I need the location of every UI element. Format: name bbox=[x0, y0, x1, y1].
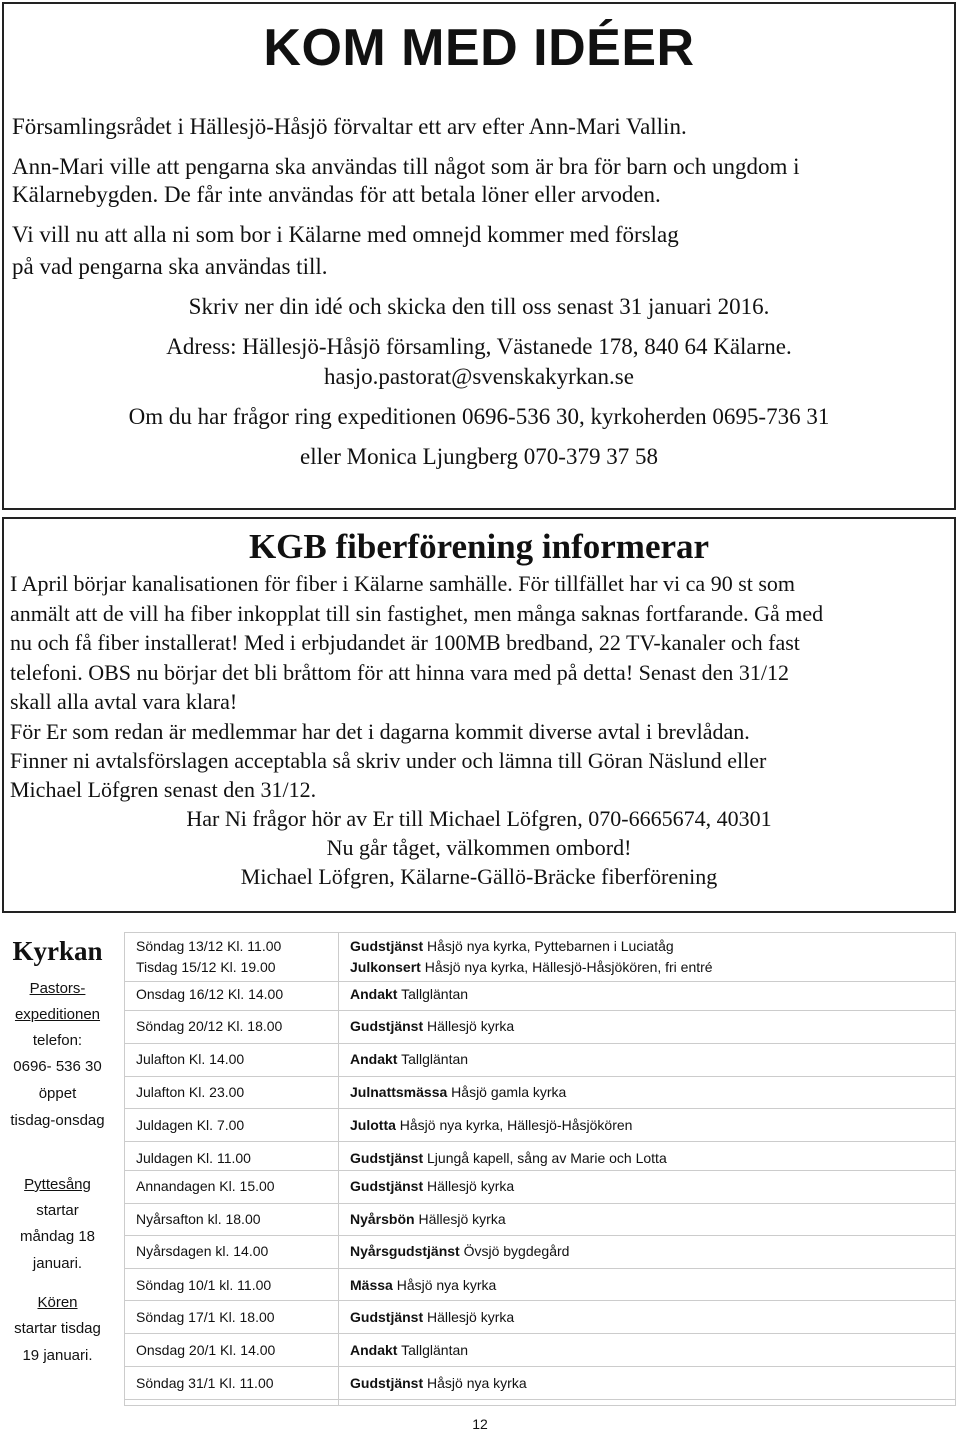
column-divider bbox=[338, 932, 339, 1405]
kyrkan-info: öppet bbox=[38, 1085, 77, 1102]
schedule-event-place: Håsjö nya kyrka, Hällesjö-Håsjökören bbox=[395, 1117, 633, 1133]
schedule-event-place: Hällesjö kyrka bbox=[423, 1309, 515, 1325]
schedule-event-type: Julkonsert bbox=[350, 959, 421, 975]
kyrkan-info: expeditionen bbox=[14, 1006, 101, 1023]
idea-title: KOM MED IDÉER bbox=[263, 19, 695, 77]
kyrkan-info: 0696- 536 30 bbox=[13, 1058, 102, 1075]
schedule-event-type: Julnattsmässa bbox=[350, 1084, 448, 1100]
schedule-event-place: Hällesjö kyrka bbox=[423, 1018, 515, 1034]
schedule-event-type: Nyårsgudstjänst bbox=[350, 1243, 460, 1259]
kyrkan-title: Kyrkan bbox=[12, 936, 103, 966]
schedule-event bbox=[350, 1375, 527, 1391]
kgb-line: nu och få fiber installerat! Med i erbjudandet är 100MB bredband, 22 TV-kanaler och fast bbox=[10, 630, 800, 655]
row-divider bbox=[124, 1203, 956, 1204]
schedule-event bbox=[350, 1084, 566, 1100]
schedule-event bbox=[350, 986, 468, 1002]
schedule-date: Söndag 10/1 kl. 11.00 bbox=[136, 1277, 272, 1293]
kgb-line: Finner ni avtalsförslagen acceptabla så skriv under och lämna till Göran Näslund eller bbox=[10, 748, 767, 773]
kgb-title: KGB fiberförening informerar bbox=[248, 527, 710, 566]
schedule-event bbox=[350, 1309, 514, 1325]
kyrkan-pytte: måndag 18 bbox=[19, 1228, 96, 1245]
schedule-date: Söndag 20/12 Kl. 18.00 bbox=[136, 1018, 283, 1034]
kyrkan-info: Pastors- bbox=[29, 980, 86, 997]
kgb-center-line: Har Ni frågor hör av Er till Michael Löfgren, 070-6665674, 40301 bbox=[186, 806, 772, 831]
schedule-event-place: Håsjö nya kyrka bbox=[392, 1277, 497, 1293]
page-number: 12 bbox=[472, 1416, 488, 1432]
schedule-date: Onsdag 20/1 Kl. 14.00 bbox=[136, 1342, 276, 1358]
schedule-event-type: Nyårsbön bbox=[350, 1211, 415, 1227]
schedule-event-type: Gudstjänst bbox=[350, 1150, 424, 1166]
idea-line: Ann-Mari ville att pengarna ska användas till något som är bra för barn och ungdom i bbox=[12, 154, 800, 179]
schedule-event-type: Mässa bbox=[350, 1277, 393, 1293]
row-divider bbox=[124, 1235, 956, 1236]
idea-line: Församlingsrådet i Hällesjö-Håsjö förvaltar ett arv efter Ann-Mari Vallin. bbox=[12, 114, 687, 139]
schedule-event-type: Gudstjänst bbox=[350, 1018, 424, 1034]
schedule-event-place: Tallgläntan bbox=[397, 1051, 469, 1067]
column-divider bbox=[124, 932, 125, 1405]
row-divider bbox=[124, 1141, 956, 1142]
schedule-event-place: Håsjö nya kyrka, Pyttebarnen i Luciatåg bbox=[423, 938, 674, 954]
idea-phone: Om du har frågor ring expeditionen 0696-536 30, kyrkoherden 0695-736 31 bbox=[128, 404, 830, 429]
schedule-event-place: Hällesjö kyrka bbox=[414, 1211, 506, 1227]
row-divider bbox=[124, 1043, 956, 1044]
kgb-line: skall alla avtal vara klara! bbox=[10, 689, 238, 714]
schedule-event-type: Julotta bbox=[350, 1117, 396, 1133]
idea-address: Adress: Hällesjö-Håsjö församling, Västanede 178, 840 64 Kälarne. bbox=[166, 334, 792, 359]
kyrkan-koren: Kören bbox=[37, 1294, 78, 1311]
column-divider bbox=[955, 932, 956, 1405]
schedule-event-type: Gudstjänst bbox=[350, 1309, 424, 1325]
schedule-event bbox=[350, 1018, 514, 1034]
kyrkan-pytte: januari. bbox=[32, 1255, 83, 1272]
schedule-date: Juldagen Kl. 11.00 bbox=[136, 1150, 251, 1166]
idea-box bbox=[2, 2, 956, 510]
schedule-date: Julafton Kl. 14.00 bbox=[136, 1051, 245, 1067]
kyrkan-koren: startar tisdag bbox=[14, 1320, 101, 1337]
schedule-event bbox=[350, 1211, 506, 1227]
kgb-box bbox=[2, 517, 956, 913]
kgb-center-line: Nu går tåget, välkommen ombord! bbox=[326, 835, 632, 860]
schedule-event-place: Tallgläntan bbox=[397, 1342, 469, 1358]
schedule-date: Söndag 17/1 Kl. 18.00 bbox=[136, 1309, 275, 1325]
kyrkan-koren: 19 januari. bbox=[22, 1347, 93, 1364]
kgb-signature: Michael Löfgren, Kälarne-Gällö-Bräcke fiberförening bbox=[240, 864, 718, 889]
schedule-event bbox=[350, 938, 674, 954]
idea-email[interactable]: hasjo.pastorat@svenskakyrkan.se bbox=[324, 364, 634, 389]
row-divider bbox=[124, 1108, 956, 1109]
kyrkan-info: tisdag-onsdag bbox=[10, 1112, 105, 1129]
row-divider bbox=[124, 1268, 956, 1269]
row-divider bbox=[124, 1366, 956, 1367]
row-divider bbox=[124, 1333, 956, 1334]
row-divider bbox=[124, 981, 956, 982]
schedule-date: Nyårsdagen kl. 14.00 bbox=[136, 1243, 269, 1259]
schedule-event bbox=[350, 1051, 468, 1067]
table-border bbox=[124, 932, 956, 933]
kyrkan-pytte: Pyttesång bbox=[24, 1176, 91, 1193]
schedule-date: Tisdag 15/12 Kl. 19.00 bbox=[136, 959, 276, 975]
schedule-event bbox=[350, 1342, 468, 1358]
schedule-event-place: Håsjö nya kyrka, Hällesjö-Håsjökören, fri entré bbox=[420, 959, 713, 975]
schedule-date: Juldagen Kl. 7.00 bbox=[136, 1117, 245, 1133]
schedule-date: Onsdag 16/12 Kl. 14.00 bbox=[136, 986, 284, 1002]
schedule-date: Julafton Kl. 23.00 bbox=[136, 1084, 245, 1100]
schedule-event-type: Gudstjänst bbox=[350, 938, 424, 954]
kgb-line: Michael Löfgren senast den 31/12. bbox=[10, 777, 317, 802]
schedule-event-type: Andakt bbox=[350, 986, 398, 1002]
schedule-event-place: Ljungå kapell, sång av Marie och Lotta bbox=[423, 1150, 667, 1166]
kyrkan-info: telefon: bbox=[32, 1032, 83, 1049]
kgb-line: För Er som redan är medlemmar har det i dagarna kommit diverse avtal i brevlådan. bbox=[10, 719, 750, 744]
table-border bbox=[124, 1405, 956, 1406]
schedule-event-type: Gudstjänst bbox=[350, 1178, 424, 1194]
schedule-event-type: Gudstjänst bbox=[350, 1375, 424, 1391]
schedule-event-place: Övsjö bygdegård bbox=[459, 1243, 570, 1259]
kgb-line: anmält att de vill ha fiber inkopplat till sin fastighet, men många saknas fortfarande. Gå med bbox=[10, 601, 824, 626]
schedule-event bbox=[350, 959, 713, 975]
kgb-line: I April börjar kanalisationen för fiber i Kälarne samhälle. För tillfället har vi ca 90 st som bbox=[10, 571, 796, 596]
schedule-event bbox=[350, 1117, 632, 1133]
schedule-event-type: Andakt bbox=[350, 1051, 398, 1067]
schedule-event-place: Hällesjö kyrka bbox=[423, 1178, 515, 1194]
kgb-line: telefoni. OBS nu börjar det bli bråttom för att hinna vara med på detta! Senast den 31/12 bbox=[10, 660, 789, 685]
schedule-date: Söndag 13/12 Kl. 11.00 bbox=[136, 938, 282, 954]
schedule-event-type: Andakt bbox=[350, 1342, 398, 1358]
schedule-event bbox=[350, 1243, 569, 1259]
schedule-event-place: Tallgläntan bbox=[397, 986, 469, 1002]
schedule-event-place: Håsjö nya kyrka bbox=[423, 1375, 527, 1391]
idea-line: på vad pengarna ska användas till. bbox=[12, 254, 328, 279]
schedule-event bbox=[350, 1150, 667, 1166]
idea-line: Kälarnebygden. De får inte användas för att betala löner eller arvoden. bbox=[12, 182, 661, 207]
idea-deadline: Skriv ner din idé och skicka den till oss senast 31 januari 2016. bbox=[188, 294, 770, 319]
idea-line: Vi vill nu att alla ni som bor i Kälarne med omnejd kommer med förslag bbox=[12, 222, 679, 247]
schedule-date: Nyårsafton kl. 18.00 bbox=[136, 1211, 261, 1227]
schedule-date: Söndag 31/1 Kl. 11.00 bbox=[136, 1375, 274, 1391]
schedule-date: Annandagen Kl. 15.00 bbox=[136, 1178, 275, 1194]
schedule-event-place: Håsjö gamla kyrka bbox=[447, 1084, 567, 1100]
kyrkan-pytte: startar bbox=[36, 1202, 79, 1219]
schedule-event bbox=[350, 1277, 496, 1293]
row-divider bbox=[124, 1076, 956, 1077]
row-divider bbox=[124, 1300, 956, 1301]
schedule-event bbox=[350, 1178, 514, 1194]
row-divider bbox=[124, 1170, 956, 1171]
row-divider bbox=[124, 1010, 956, 1011]
idea-contact: eller Monica Ljungberg 070-379 37 58 bbox=[300, 444, 658, 469]
row-divider bbox=[124, 1399, 956, 1400]
